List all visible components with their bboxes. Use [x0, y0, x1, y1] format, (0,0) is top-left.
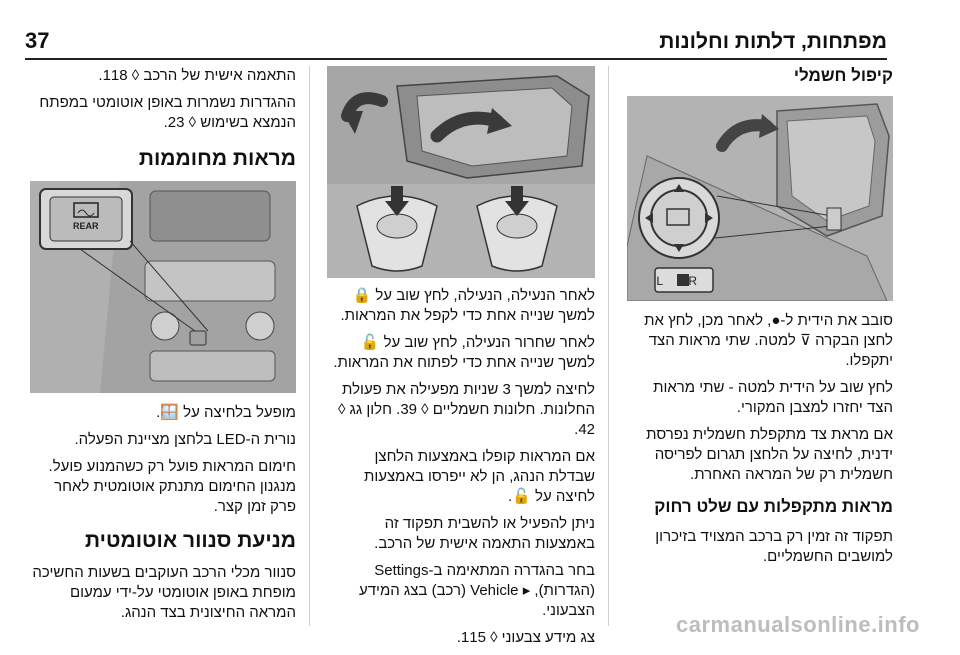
paragraph: ההגדרות נשמרות באופן אוטומטי במפתח הנמצא בשימוש ◊ 23. [39, 94, 296, 131]
column-divider [309, 66, 310, 626]
heated-mirror-button-figure [30, 181, 296, 393]
rear-button-small [190, 331, 206, 345]
paragraph: נורית ה-LED בלחצן מציינת הפעלה. [74, 431, 296, 448]
paragraph: חימום המראות פועל רק כשהמנוע פועל. מנגנון החימום מתנתק אוטומטית לאחר פרק זמן קצר. [48, 458, 296, 515]
mirror-control-illustration [627, 96, 893, 301]
mirror-control-figure [627, 96, 893, 301]
chapter-title: מפתחות, דלתות וחלונות [659, 30, 887, 53]
paragraph: לאחר הנעילה, הנעילה, לחץ שוב על 🔒 למשך שנייה אחת כדי לקפל את המראות. [340, 287, 595, 324]
paragraph: צג מידע צבעוני ◊ 115. [456, 629, 595, 646]
paragraph: לחץ שוב על הידית למטה - שתי מראות הצד יחזרו למצבן המקורי. [653, 379, 893, 416]
remote-key-figure [327, 66, 595, 278]
section-heading-heated-mirrors: מראות מחוממות [138, 147, 296, 170]
section-heading-power-folding: קיפול חשמלי [793, 66, 893, 85]
right-column [623, 66, 893, 574]
paragraph: סנוור מכלי הרכב העוקבים בשעות החשיכה מופחת באופן אוטומטי על-ידי עמעום המראה החיצונית בצד הנהג. [32, 564, 296, 621]
page-number: 37 [25, 28, 50, 53]
rear-button-label: REAR [73, 221, 99, 231]
watermark: carmanualsonline.info [676, 612, 920, 637]
paragraph: תפקוד זה זמין רק ברכב המצויד בזיכרון למושבים החשמליים. [655, 528, 893, 565]
section-heading-auto-dimming: מניעת סנוור אוטומטית [85, 529, 296, 552]
paragraph: התאמה אישית של הרכב ◊ 118. [98, 67, 296, 84]
page-header [25, 18, 887, 60]
middle-column [325, 66, 595, 655]
paragraph: אם המראות קופלו באמצעות הלחצן שבדלת הנהג, הן לא ייפרסו באמצעות לחיצה על 🔓. [363, 448, 595, 505]
svg-text:R: R [688, 274, 697, 288]
svg-text:L: L [656, 274, 663, 288]
paragraph: בחר בהגדרה המתאימה ב-Settings (הגדרות), ▸ Vehicle (רכב) בצג המידע הצבעוני. [359, 562, 595, 619]
paragraph: אם מראת צד מתקפלת חשמלית נפרסת ידנית, לחיצה על הלחצן תגרום לפריסה חשמלית רק של המראה האחרת. [646, 426, 893, 483]
paragraph: מופעל בלחיצה על 🪟. [156, 404, 296, 421]
paragraph: לחיצה למשך 3 שניות מפעילה את פעולת החלונות. חלונות חשמליים ◊ 39. חלון גג ◊ 42. [337, 381, 595, 438]
paragraph: סובב את הידית ל-●, לאחר מכן, לחץ את לחצן הבקרה ⊽ למטה. שתי מראות הצד יתקפלו. [644, 312, 893, 369]
left-column [28, 66, 296, 630]
paragraph: לאחר שחרור הנעילה, לחץ שוב על 🔓 למשך שנייה אחת כדי לפתוח את המראות. [333, 334, 595, 371]
column-divider [608, 66, 609, 626]
center-console-illustration [30, 181, 296, 393]
paragraph: ניתן להפעיל או להשבית תפקוד זה באמצעות התאמה אישית של הרכב. [374, 515, 595, 552]
section-heading-remote-folding: מראות מתקפלות עם שלט רחוק [654, 497, 893, 516]
remote-key-illustration [327, 66, 595, 278]
